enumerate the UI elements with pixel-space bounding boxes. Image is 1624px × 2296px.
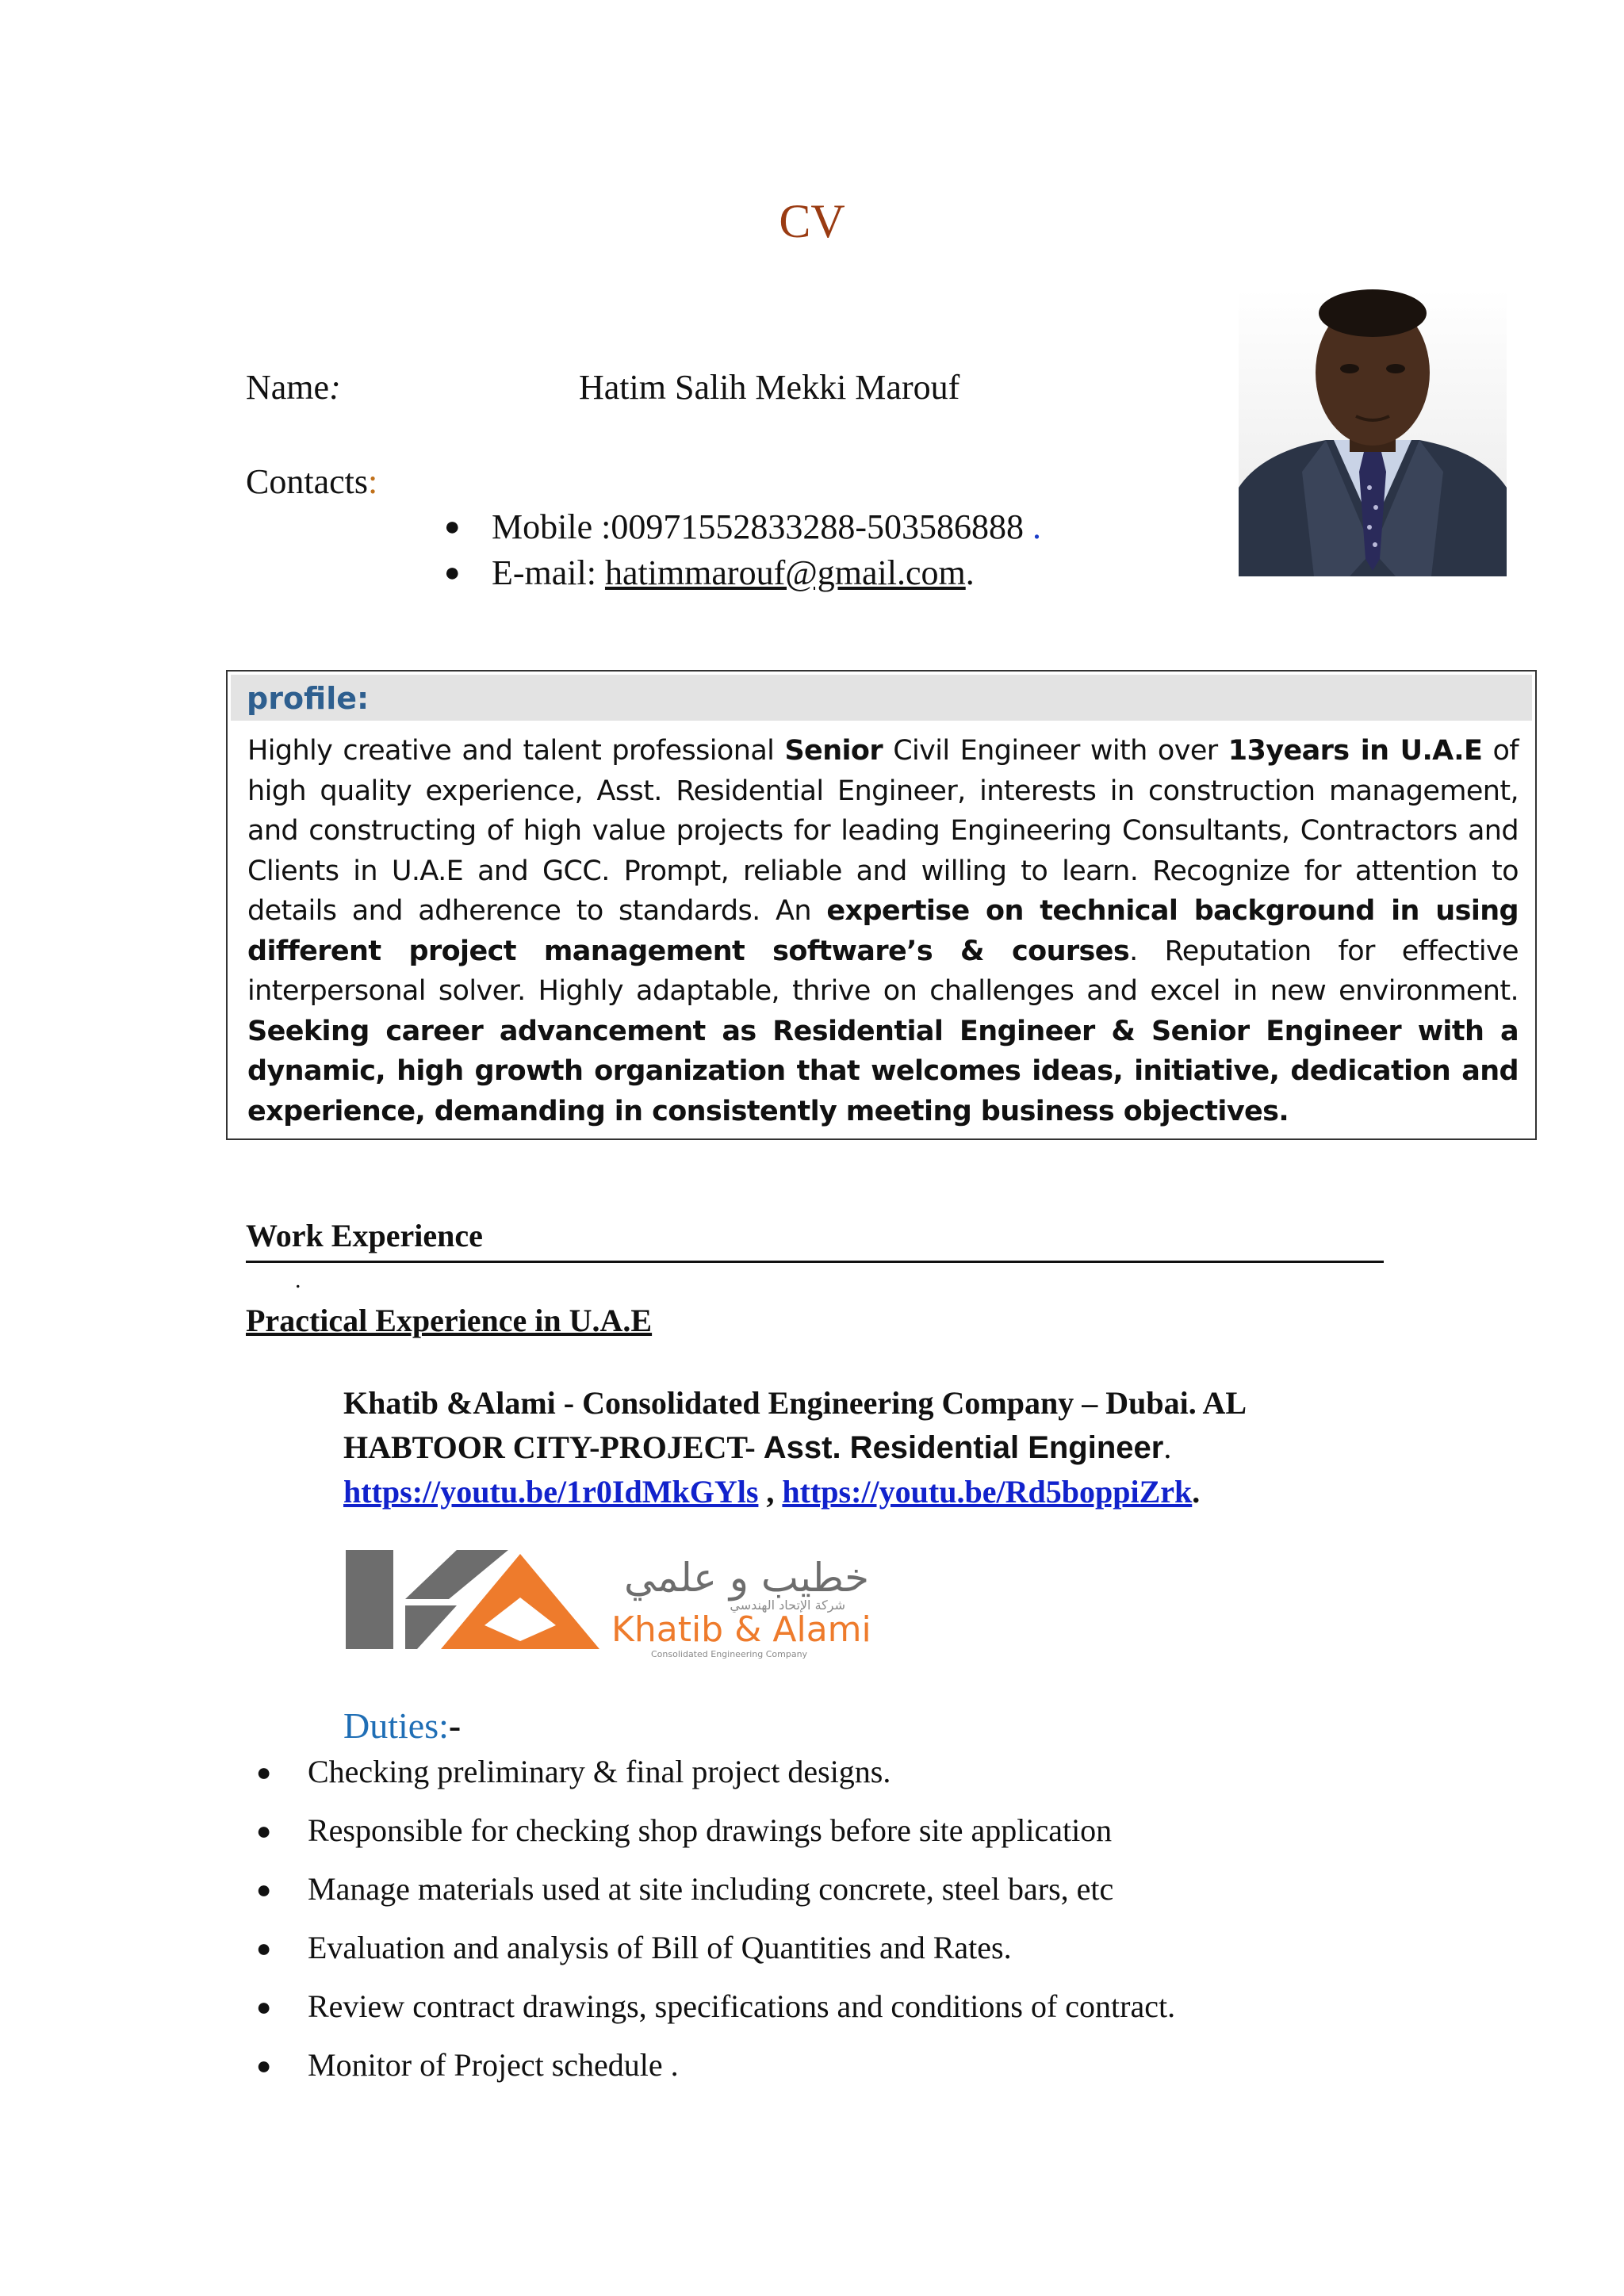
profile-text-4: . Reputation for effective interpersonal solver. Highly adaptable, thrive on challenges and excel in new environment.: [247, 935, 1519, 1007]
name-colon: :: [329, 368, 341, 407]
contacts-label: [246, 461, 377, 502]
bullet-icon: ●: [256, 1875, 272, 1904]
logo-arabic: خطيب و علمي: [623, 1555, 869, 1601]
company-block: [343, 1381, 1374, 1514]
email-prefix: E-mail:: [492, 553, 605, 592]
company-line-2: [343, 1425, 1374, 1470]
video-link-2[interactable]: https://youtu.be/Rd5boppiZrk: [782, 1474, 1193, 1510]
profile-bold-2: 13years in U.A.E: [1228, 735, 1483, 767]
duties-list: [252, 1748, 1175, 2100]
duties-heading: [343, 1705, 461, 1747]
duty-text: Evaluation and analysis of Bill of Quantities and Rates.: [308, 1930, 1012, 1965]
duty-text: Responsible for checking shop drawings before site application: [308, 1812, 1113, 1848]
link-separator: ,: [758, 1474, 783, 1510]
profile-bold-4: Seeking career advancement as Residential Engineer & Senior Engineer with a dynamic, high growth organization that welcomes ideas, initiative, dedication and experience, demanding in consistently meeting business objectives.: [247, 1015, 1519, 1127]
portrait-image: [1239, 289, 1507, 576]
duty-text: Checking preliminary & final project designs.: [308, 1754, 891, 1789]
duty-item: [252, 1748, 1175, 1807]
name-value: Hatim Salih Mekki Marouf: [579, 368, 960, 407]
email-suffix: .: [965, 553, 975, 592]
email-link[interactable]: hatimmarouf@gmail.com: [604, 553, 966, 592]
profile-heading: profile:: [247, 681, 370, 716]
mobile-number: 00971552833288-503586888: [611, 507, 1024, 546]
duty-item: [252, 1983, 1175, 2042]
profile-bold-1: Senior: [784, 735, 883, 767]
profile-text-2: Civil Engineer with over: [883, 735, 1228, 767]
khatib-alami-logo: [346, 1542, 869, 1661]
job-role: Asst. Residential Engineer: [763, 1430, 1164, 1465]
small-dot: .: [295, 1267, 301, 1293]
bullet-icon: ●: [444, 512, 461, 541]
bullet-icon: ●: [256, 1934, 272, 1962]
duties-heading-text: Duties:: [343, 1705, 449, 1746]
profile-text-3: of high quality experience, Asst. Residential Engineer, interests in construction management, and constructing of high value projects for leading Engineering Consultants, Contractors and Clients in U.A.E and GCC. Prompt, reliable and willing to learn. Recognize for attention to details and adherence to standards. An: [247, 735, 1519, 927]
logo-arabic-sub: شركة الإتحاد الهندسي: [730, 1598, 845, 1613]
duties-dash: -: [448, 1705, 462, 1746]
name-label-text: Name: [246, 368, 330, 407]
mobile-prefix: Mobile :: [492, 507, 611, 546]
cv-title: CV: [779, 195, 845, 247]
profile-bold-3: expertise on technical background in using different project management software’s & courses: [247, 895, 1519, 967]
profile-text-1: Highly creative and talent professional: [247, 735, 785, 767]
contact-mobile: [440, 504, 1041, 550]
bullet-icon: ●: [256, 1992, 272, 2021]
name-label: [246, 367, 341, 408]
bullet-icon: ●: [256, 1816, 272, 1845]
company-line-1: Khatib &Alami - Consolidated Engineering Company – Dubai. AL: [343, 1385, 1247, 1421]
role-suffix: .: [1163, 1429, 1172, 1465]
bullet-icon: ●: [256, 2051, 272, 2080]
contact-list: [440, 504, 1041, 596]
bullet-icon: ●: [256, 1758, 272, 1786]
company-project: HABTOOR CITY-PROJECT-: [343, 1429, 764, 1465]
practical-experience-heading: Practical Experience in U.A.E: [246, 1303, 653, 1338]
logo-tagline: Consolidated Engineering Company: [651, 1649, 808, 1659]
duty-item: [252, 1866, 1175, 1924]
company-links: [343, 1470, 1374, 1514]
mobile-suffix: .: [1023, 507, 1041, 546]
bullet-icon: ●: [444, 558, 461, 587]
logo-english: Khatib & Alami: [611, 1609, 869, 1650]
video-link-1[interactable]: https://youtu.be/1r0IdMkGYls: [343, 1474, 759, 1510]
contacts-label-text: Contacts: [246, 462, 368, 501]
profile-header: [231, 675, 1532, 721]
logo-image: [346, 1542, 869, 1661]
duty-text: Review contract drawings, specifications and conditions of contract.: [308, 1988, 1176, 2024]
duty-item: [252, 1807, 1175, 1866]
duty-text: Manage materials used at site including concrete, steel bars, etc: [308, 1871, 1114, 1907]
work-experience-heading: Work Experience: [246, 1218, 483, 1253]
link-suffix: .: [1192, 1474, 1201, 1510]
duty-item: [252, 1924, 1175, 1983]
profile-section: [226, 670, 1537, 1140]
profile-text: [247, 731, 1519, 1131]
duty-item: [252, 2042, 1175, 2100]
section-divider: [246, 1261, 1384, 1263]
profile-photo: [1239, 289, 1507, 576]
contacts-colon: :: [367, 462, 378, 501]
contact-email: [440, 550, 1041, 596]
duty-text: Monitor of Project schedule .: [308, 2047, 679, 2083]
